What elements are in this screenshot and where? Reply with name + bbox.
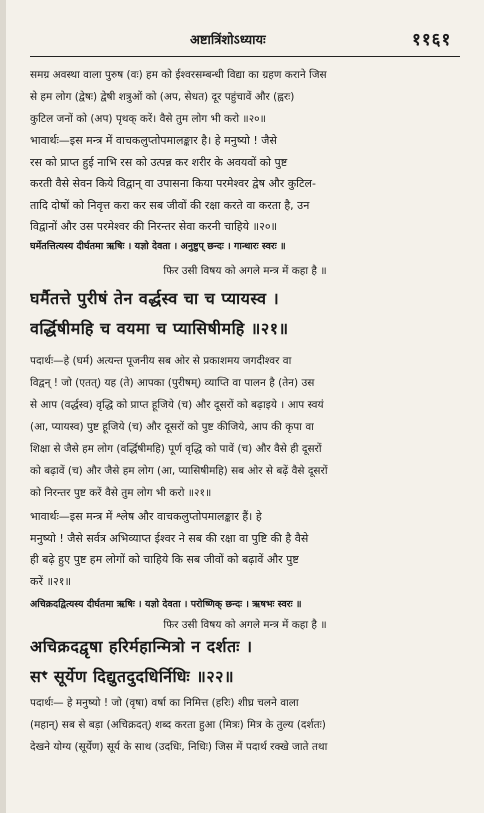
- text-line: करें ॥२१॥: [30, 574, 72, 588]
- text-line: रस को प्राप्त हुई नाभि रस को उत्पन्न कर शरीर के अवयवों को पुष्ट: [30, 155, 288, 169]
- padartha-21: [30, 350, 460, 504]
- padartha-22: [30, 692, 460, 758]
- text-line: समग्र अवस्था वाला पुरुष (वः) हम को ईश्वरसम्बन्धी विद्या का ग्रहण कराने जिस: [30, 69, 327, 81]
- bhavartha-21: [30, 506, 460, 592]
- text-line: से आप (वर्द्धस्व) वृद्धि को प्राप्त हूजिये (च) और दूसरों को बढ़ाइये । आप स्वयं: [30, 399, 324, 411]
- text-line: करती वैसे सेवन किये विद्वान् वा उपासना किया परमेश्वर द्वेष और कुटिल-: [30, 177, 316, 190]
- text-line: पदार्थः— हे मनुष्यो ! जो (वृषा) वर्षा का निमित्त (हरिः) शीघ्र चलने वाला: [30, 697, 299, 709]
- page-number: ११६१: [412, 30, 452, 50]
- text-line: (महान्) सब से बड़ा (अचिक्रदत्) शब्द करता हुआ (मित्रः) मित्र के तुल्य (दर्शतः): [30, 719, 326, 731]
- text-line: भावार्थः—इस मन्त्र में वाचकलुप्तोपमालङ्कार है। हे मनुष्यो ! जैसे: [30, 134, 277, 147]
- rishi-devata-line: घर्मेतत्तित्यस्य दीर्घतमा ऋषिः । यज्ञो देवता । अनुष्टुप् छन्दः । गान्धारः स्वरः ॥: [30, 241, 286, 252]
- mantra-line: सꣳ सूर्येण दिद्युतदुदधिर्निधिः ॥२२॥: [30, 667, 235, 686]
- text-line: भावार्थः—इस मन्त्र में श्लेष और वाचकलुप्तोपमालङ्कार हैं। हे: [30, 510, 262, 523]
- text-line: से हम लोग (द्वेषः) द्वेषी शत्रुओं को (अप, सेधत) दूर पहुंचावें और (ह्वरः): [30, 91, 295, 103]
- mantra-intro: फिर उसी विषय को अगले मन्त्र में कहा है ॥: [163, 619, 327, 631]
- mantra-line: अचिक्रदद्वृषा हरिर्महान्मित्रो न दर्शतः ।: [30, 637, 253, 656]
- page-header: [0, 30, 484, 52]
- text-line: विद्वानों और उस परमेश्वर की निरन्तर सेवा करनी चाहिये ॥२०॥: [30, 220, 278, 233]
- text-line: मनुष्यो ! जैसे सर्वत्र अभिव्याप्त ईश्वर ने सब की रक्षा वा पुष्टि की है वैसे: [30, 531, 309, 545]
- mantra-line: घर्मैतत्ते पुरीषं तेन वर्द्धस्व चा च प्यायस्व ।: [30, 289, 280, 308]
- mantra-intro: फिर उसी विषय को अगले मन्त्र में कहा है ॥: [163, 265, 327, 277]
- text-line: को बढ़ावें (च) और जैसे हम लोग (आ, प्यासिषीमहि) सब ओर से बढ़ें वैसे दूसरों: [30, 465, 328, 477]
- text-line: को निरन्तर पुष्ट करें वैसे तुम लोग भी करो ॥२१॥: [30, 487, 212, 499]
- text-line: (आ, प्यायस्व) पुष्ट हूजिये (च) और दूसरों को पुष्ट कीजिये, आप की कृपा वा: [30, 421, 314, 433]
- padartha-20-continuation: [30, 64, 460, 130]
- text-line: ही बढ़े हुए पुष्ट हम लोगों को चाहिये कि सब जीवों को बढ़ावें और पुष्ट: [30, 553, 299, 566]
- mantra-21: [30, 284, 460, 344]
- text-line: देखने योग्य (सूर्येण) सूर्य के साथ (उदधिः, निधिः) जिस में पदार्थ रक्खे जाते तथा: [30, 741, 328, 753]
- text-line: कुटिल जनों को (अप) पृथक् करें। वैसे तुम लोग भी करो ॥२०॥: [30, 113, 266, 125]
- text-line: शिक्षा से जैसे हम लोग (वर्द्धिषीमहि) पूर्ण वृद्धि को पावें (च) और वैसे ही दूसरों: [30, 443, 322, 455]
- mantra-22: [30, 632, 460, 692]
- mantra-line: वर्द्धिषीमहि च वयमा च प्यासिषीमहि ॥२१॥: [30, 319, 289, 338]
- binding-edge: [0, 0, 6, 813]
- rishi-devata-line: अचिक्रदद्वित्यस्य दीर्घतमा ऋषिः । यज्ञो देवता । परोष्णिक् छन्दः । ऋषभः स्वरः ॥: [30, 599, 302, 610]
- text-line: विद्वन् ! जो (एतत्) यह (ते) आपका (पुरीषम्) व्याप्ति वा पालन है (तेन) उस: [30, 377, 315, 389]
- text-line: तादि दोषों को निवृत्त करा कर सब जीवों की रक्षा करते वा करता है, उन: [30, 198, 310, 212]
- text-line: पदार्थः—हे (घर्म) अत्यन्त पूजनीय सब ओर से प्रकाशमय जगदीश्वर वा: [30, 355, 292, 367]
- chapter-title: अष्टात्रिंशोऽध्यायः: [190, 33, 266, 48]
- header-rule: [30, 56, 460, 57]
- bhavartha-20: [30, 130, 460, 238]
